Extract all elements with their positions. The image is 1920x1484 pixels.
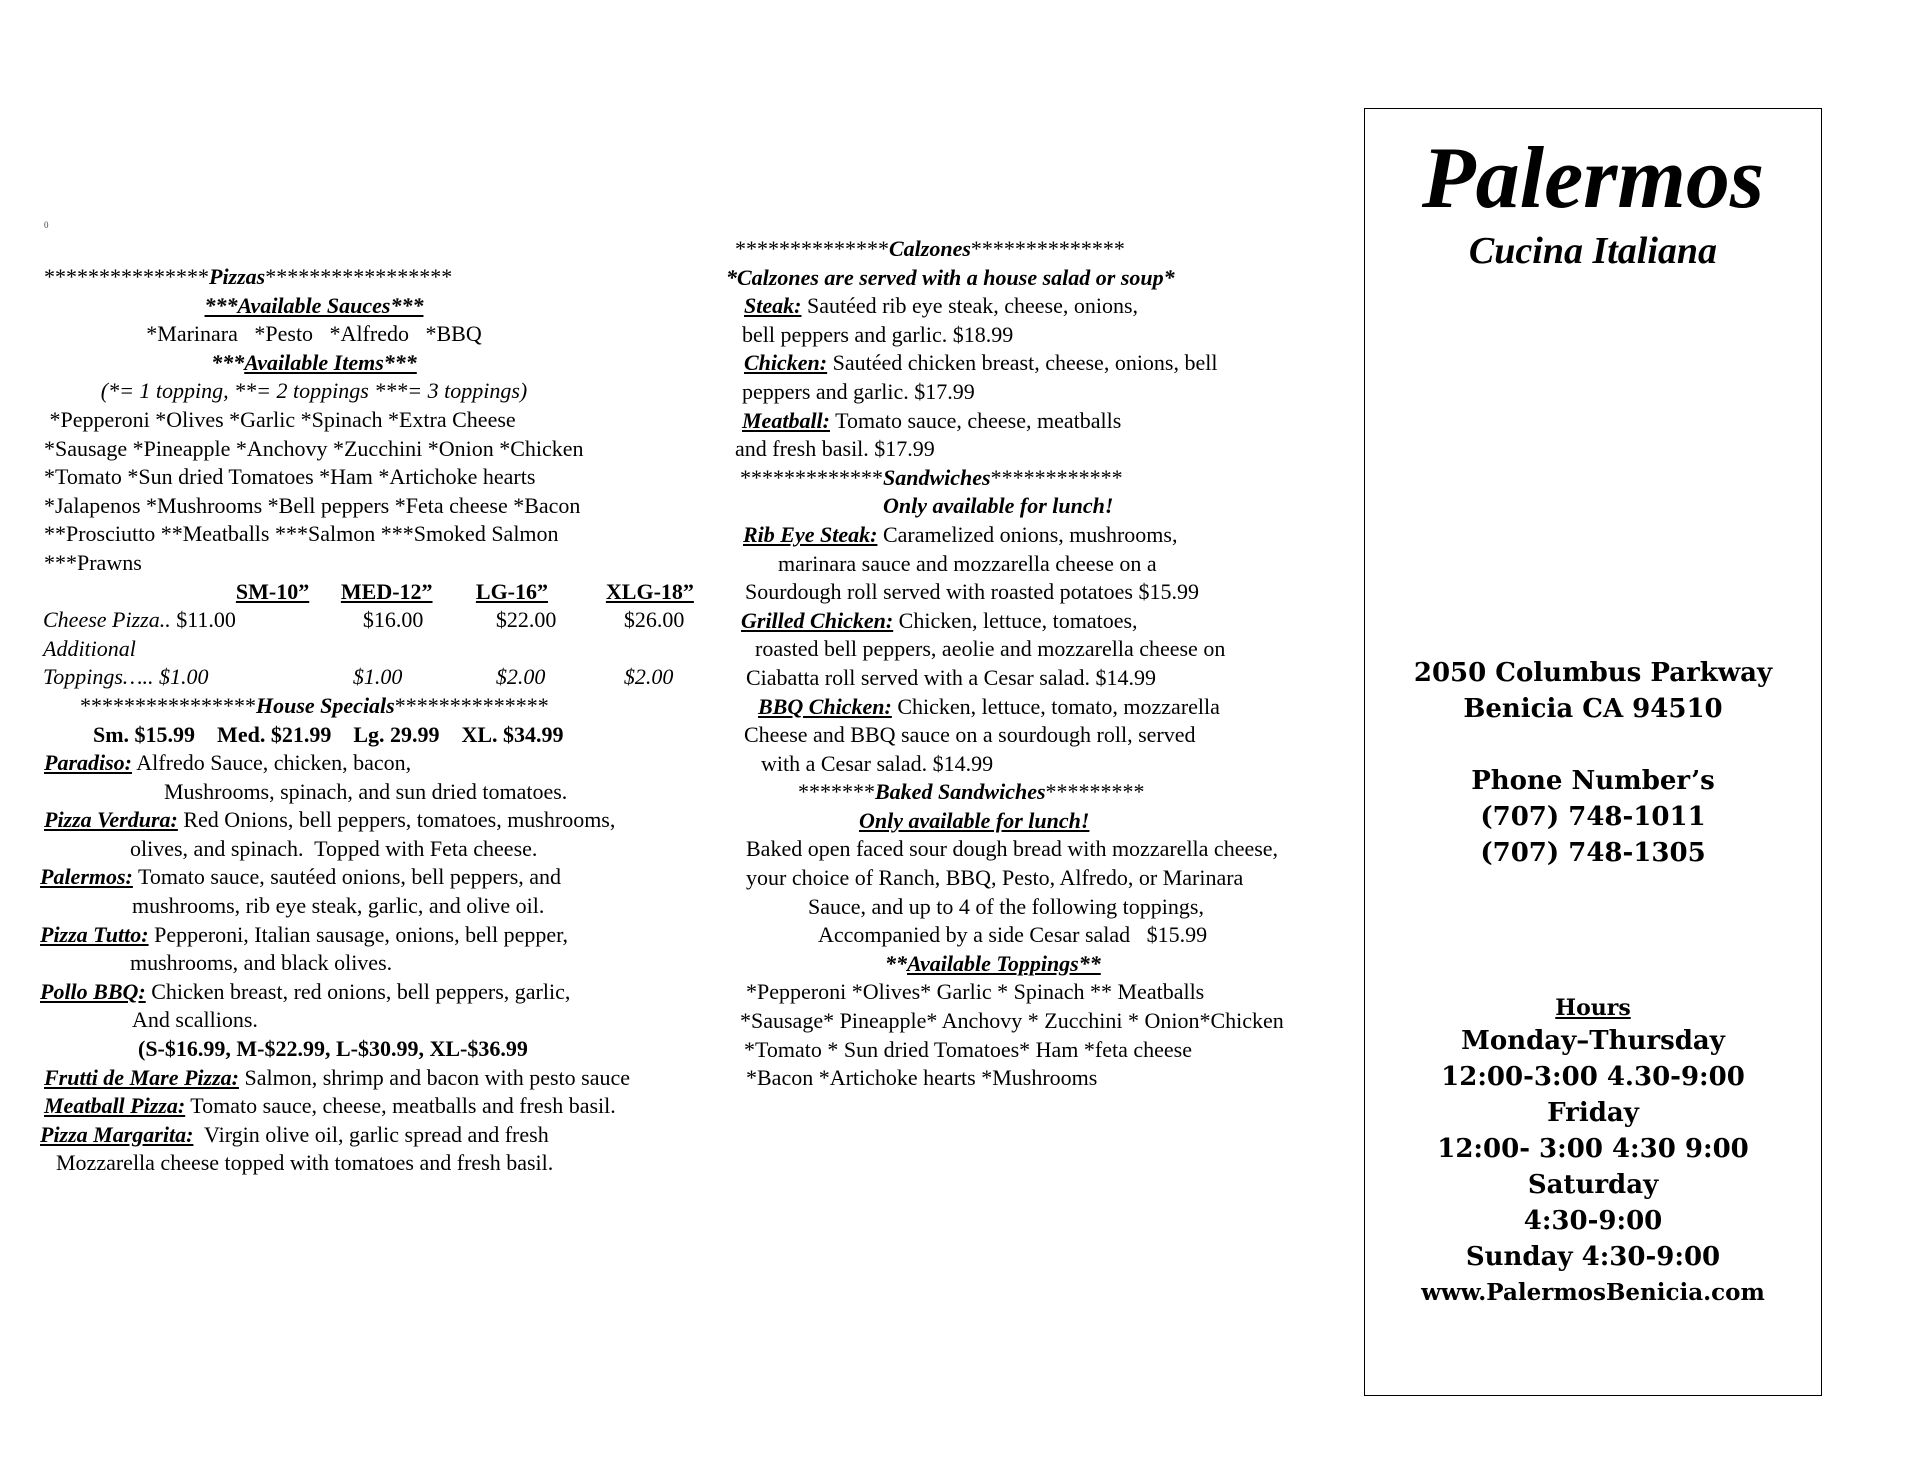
items-line: **Prosciutto **Meatballs ***Salmon ***Smoked Salmon bbox=[44, 521, 559, 547]
toppings-line: *Tomato * Sun dried Tomatoes* Ham *feta cheese bbox=[744, 1036, 1193, 1062]
phone-block bbox=[1365, 763, 1821, 871]
baked-line: your choice of Ranch, BBQ, Pesto, Alfredo, or Marinara bbox=[746, 865, 1244, 891]
toppings-label: Toppings….. $1.00 bbox=[43, 664, 209, 690]
calzone-item-cont: bell peppers and garlic. $18.99 bbox=[742, 321, 1014, 347]
hours-line: 4:30-9:00 bbox=[1523, 1206, 1663, 1236]
size-sm: SM-10” bbox=[235, 578, 310, 604]
special-item-cont: mushrooms, and black olives. bbox=[130, 950, 393, 976]
sandwiches-header: *************Sandwiches************ bbox=[740, 464, 1123, 490]
calzone-item: Meatball: Tomato sauce, cheese, meatballs bbox=[742, 407, 1122, 433]
calzone-item-cont: and fresh basil. $17.99 bbox=[735, 436, 935, 462]
items-line: ***Prawns bbox=[44, 549, 142, 575]
special-item: Pizza Tutto: Pepperoni, Italian sausage, onions, bell pepper, bbox=[40, 921, 569, 947]
toppings-line: *Pepperoni *Olives* Garlic * Spinach ** Meatballs bbox=[746, 979, 1205, 1005]
premium-item: Meatball Pizza: Tomato sauce, cheese, meatballs and fresh basil. bbox=[44, 1093, 616, 1119]
hours-line: Sunday 4:30-9:00 bbox=[1465, 1242, 1721, 1272]
sandwiches-note: Only available for lunch! bbox=[883, 493, 1114, 519]
hours-heading: Hours bbox=[1555, 995, 1631, 1021]
additional-label: Additional bbox=[43, 635, 136, 661]
phone-heading: Phone Number’s bbox=[1471, 766, 1715, 796]
baked-note: Only available for lunch! bbox=[859, 807, 1090, 833]
sauces-title: ***Available Sauces*** bbox=[204, 292, 424, 318]
special-item: Palermos: Tomato sauce, sautéed onions, bell peppers, and bbox=[40, 864, 562, 890]
calzone-sandwich-section bbox=[720, 235, 1360, 1093]
size-lg: LG-16” bbox=[475, 578, 549, 604]
hours-block bbox=[1365, 993, 1821, 1311]
special-item-cont: mushrooms, rib eye steak, garlic, and olive oil. bbox=[132, 893, 545, 919]
specials-header: ****************House Specials************** bbox=[80, 692, 549, 718]
info-panel bbox=[1364, 108, 1822, 1396]
sandwich-item-cont: Cheese and BBQ sauce on a sourdough roll, served bbox=[744, 722, 1196, 748]
calzones-note: *Calzones are served with a house salad or soup* bbox=[726, 264, 1175, 290]
baked-header: *******Baked Sandwiches********* bbox=[798, 779, 1145, 805]
sandwich-item-cont: with a Cesar salad. $14.99 bbox=[761, 750, 994, 776]
baked-line: Baked open faced sour dough bread with mozzarella cheese, bbox=[746, 836, 1279, 862]
size-header-row bbox=[43, 578, 694, 607]
sandwich-item-cont: Ciabatta roll served with a Cesar salad. $14.99 bbox=[746, 664, 1156, 690]
price-cell: $2.00 bbox=[623, 664, 674, 690]
baked-line: Accompanied by a side Cesar salad $15.99 bbox=[818, 922, 1208, 948]
calzone-item-cont: peppers and garlic. $17.99 bbox=[742, 378, 975, 404]
premium-item-cont: Mozzarella cheese topped with tomatoes and fresh basil. bbox=[56, 1150, 554, 1176]
pizza-section bbox=[40, 263, 704, 1178]
phone-number: (707) 748-1305 bbox=[1480, 838, 1706, 868]
toppings-line: *Sausage* Pineapple* Anchovy * Zucchini * Onion*Chicken bbox=[740, 1008, 1284, 1034]
baked-line: Sauce, and up to 4 of the following toppings, bbox=[808, 893, 1204, 919]
items-line: *Tomato *Sun dried Tomatoes *Ham *Artichoke hearts bbox=[44, 464, 536, 490]
price-cell: $1.00 bbox=[352, 664, 403, 690]
address-line: Benicia CA 94510 bbox=[1463, 694, 1723, 724]
sauces-list: *Marinara *Pesto *Alfredo *BBQ bbox=[146, 321, 482, 347]
items-line: *Pepperoni *Olives *Garlic *Spinach *Extra Cheese bbox=[44, 406, 516, 432]
calzone-item: Steak: Sautéed rib eye steak, cheese, onions, bbox=[744, 293, 1139, 319]
items-line: *Jalapenos *Mushrooms *Bell peppers *Feta cheese *Bacon bbox=[44, 492, 581, 518]
cheese-pizza-label: Cheese Pizza.. $11.00 bbox=[43, 607, 236, 633]
website: www.PalermosBenicia.com bbox=[1421, 1279, 1765, 1306]
sandwich-item-cont: marinara sauce and mozzarella cheese on a bbox=[778, 550, 1157, 576]
items-line: *Sausage *Pineapple *Anchovy *Zucchini *Onion *Chicken bbox=[44, 435, 584, 461]
sandwich-item: BBQ Chicken: Chicken, lettuce, tomato, mozzarella bbox=[758, 693, 1220, 719]
calzones-header: **************Calzones************** bbox=[735, 236, 1125, 261]
phone-number: (707) 748-1011 bbox=[1480, 802, 1706, 832]
sandwich-item-cont: roasted bell peppers, aeolie and mozzarella cheese on bbox=[755, 636, 1226, 662]
pizza-price-table bbox=[43, 578, 694, 692]
special-item-cont: olives, and spinach. Topped with Feta cheese. bbox=[130, 835, 538, 861]
premium-item: Frutti de Mare Pizza: Salmon, shrimp and bacon with pesto sauce bbox=[44, 1064, 631, 1090]
restaurant-name: Palermos bbox=[1421, 130, 1765, 227]
topping-key: (*= 1 topping, **= 2 toppings ***= 3 toppings) bbox=[100, 378, 528, 404]
special-item-cont: Mushrooms, spinach, and sun dried tomatoes. bbox=[164, 778, 568, 804]
specials-prices: Sm. $15.99 Med. $21.99 Lg. 29.99 XL. $34.99 bbox=[93, 721, 564, 747]
price-cell: $26.00 bbox=[623, 607, 685, 633]
hours-line: Friday bbox=[1547, 1098, 1639, 1128]
sandwich-item: Grilled Chicken: Chicken, lettuce, tomatoes, bbox=[741, 607, 1138, 633]
premium-item: Pizza Margarita: Virgin olive oil, garlic spread and fresh bbox=[40, 1121, 549, 1147]
pizzas-header: ***************Pizzas***************** bbox=[44, 264, 453, 289]
toppings-row bbox=[43, 663, 694, 692]
sandwich-item-cont: Sourdough roll served with roasted potatoes $15.99 bbox=[745, 579, 1199, 605]
toppings-title: **Available Toppings** bbox=[885, 950, 1101, 976]
hours-line: Monday–Thursday bbox=[1461, 1026, 1725, 1056]
items-title: ***Available Items*** bbox=[211, 349, 417, 375]
cheese-pizza-row bbox=[43, 606, 694, 635]
price-cell: $2.00 bbox=[495, 664, 546, 690]
page-mark: 0 bbox=[44, 220, 49, 230]
hours-line: 12:00- 3:00 4:30 9:00 bbox=[1437, 1134, 1749, 1164]
address-block bbox=[1365, 655, 1821, 727]
hours-line: Saturday bbox=[1527, 1170, 1659, 1200]
hours-line: 12:00-3:00 4.30-9:00 bbox=[1441, 1062, 1745, 1092]
toppings-line: *Bacon *Artichoke hearts *Mushrooms bbox=[746, 1065, 1098, 1091]
calzone-item: Chicken: Sautéed chicken breast, cheese, onions, bell bbox=[744, 350, 1218, 376]
size-med: MED-12” bbox=[340, 578, 433, 604]
special-item: Pollo BBQ: Chicken breast, red onions, bell peppers, garlic, bbox=[40, 978, 571, 1004]
special-item: Pizza Verdura: Red Onions, bell peppers, tomatoes, mushrooms, bbox=[44, 807, 616, 833]
premium-prices: (S-$16.99, M-$22.99, L-$30.99, XL-$36.99 bbox=[138, 1036, 528, 1062]
price-cell: $22.00 bbox=[495, 607, 557, 633]
address-line: 2050 Columbus Parkway bbox=[1413, 658, 1773, 688]
price-cell: $16.00 bbox=[362, 607, 424, 633]
size-xlg: XLG-18” bbox=[605, 578, 694, 604]
special-item: Paradiso: Alfredo Sauce, chicken, bacon, bbox=[44, 750, 412, 776]
special-item-cont: And scallions. bbox=[132, 1007, 258, 1033]
restaurant-subtitle: Cucina Italiana bbox=[1468, 230, 1718, 272]
additional-row bbox=[43, 635, 694, 664]
sandwich-item: Rib Eye Steak: Caramelized onions, mushrooms, bbox=[743, 521, 1178, 547]
